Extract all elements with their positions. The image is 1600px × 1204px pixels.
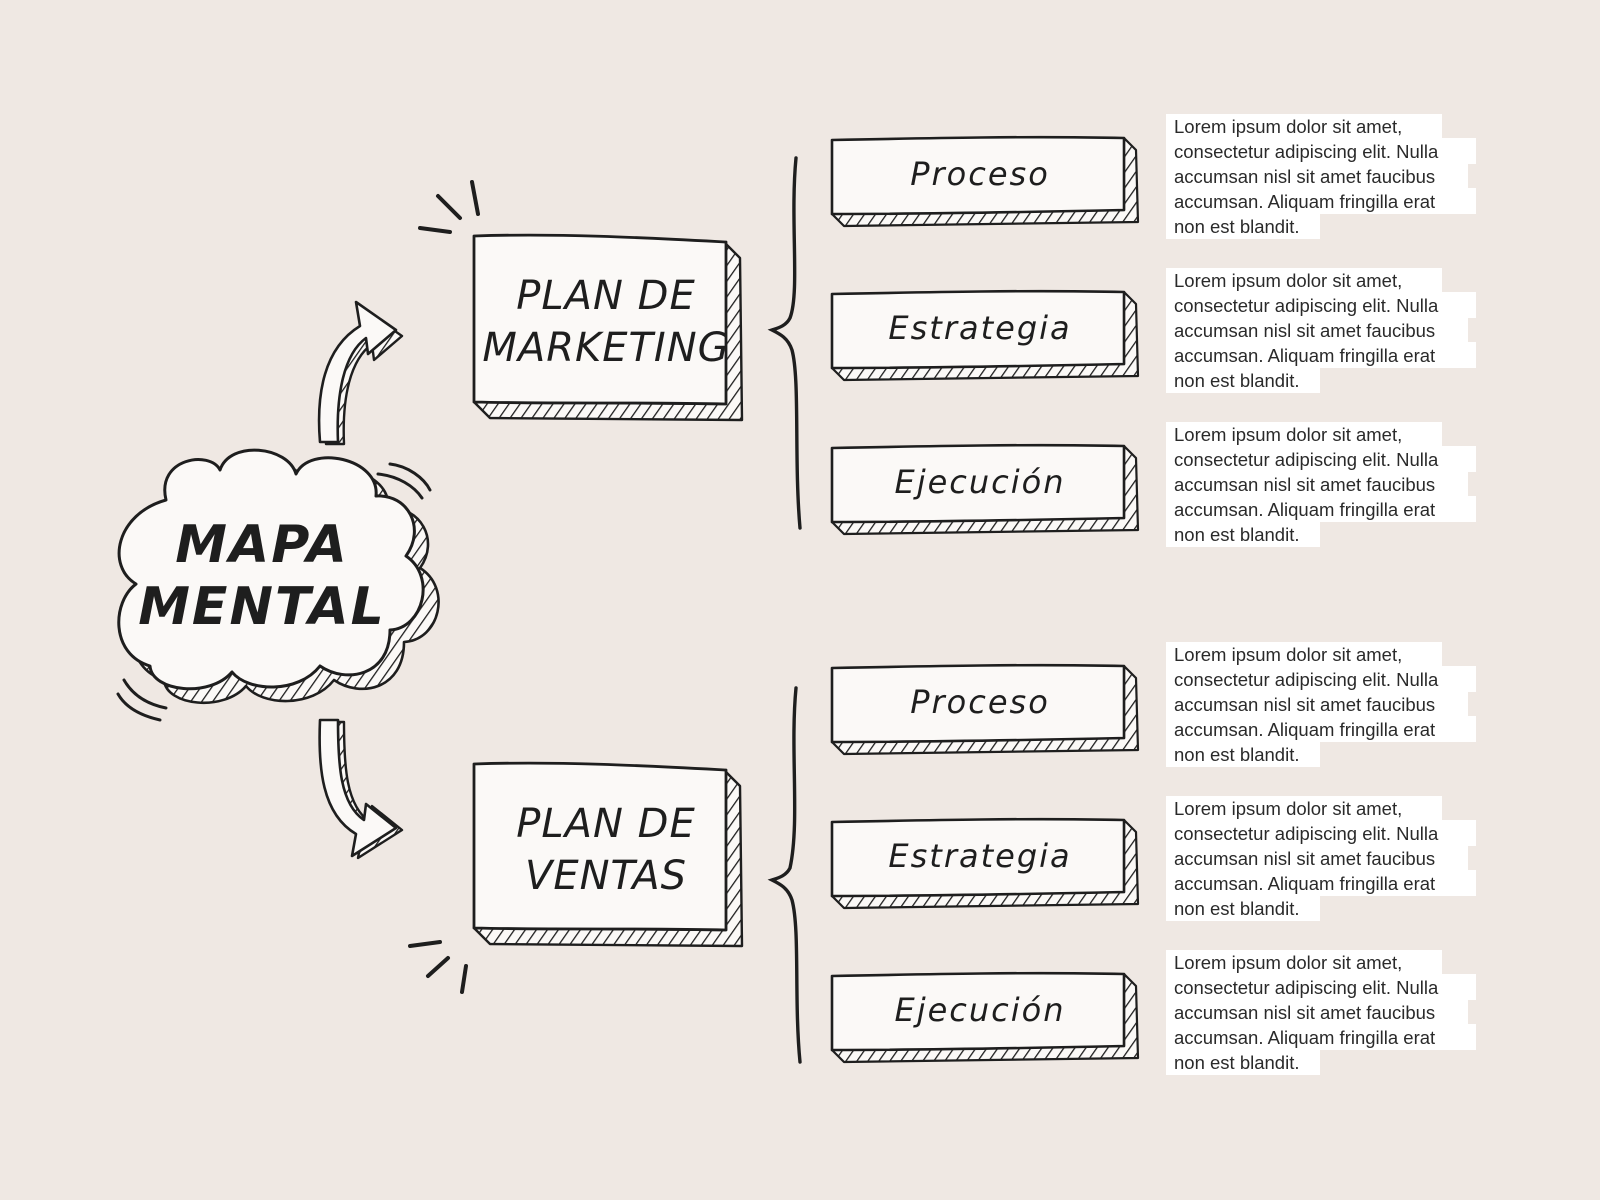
description-line: non est blandit. [1174,744,1300,765]
description-line: accumsan nisl sit amet faucibus [1174,694,1436,715]
sub-item-label: Estrategia [888,837,1072,875]
brace-ventas [772,688,800,1062]
sparkle-icon-bottom [410,942,466,992]
arrow-down-icon [320,720,402,858]
branch-ventas [474,763,742,946]
brace-marketing [772,158,800,528]
branch-marketing-title-line2: MARKETING [482,325,730,371]
central-node-line2: MENTAL [138,577,386,637]
description-line: consectetur adipiscing elit. Nulla [1174,141,1439,162]
description-line: consectetur adipiscing elit. Nulla [1174,977,1439,998]
sub-item [832,291,1138,380]
description-block [1166,796,1476,921]
description-block [1166,950,1476,1075]
sub-item-label: Estrategia [888,309,1072,347]
description-line: accumsan. Aliquam fringilla erat [1174,719,1436,740]
description-line: accumsan. Aliquam fringilla erat [1174,345,1436,366]
description-line: Lorem ipsum dolor sit amet, [1174,270,1403,291]
sub-item-label: Ejecución [894,991,1066,1029]
description-line: consectetur adipiscing elit. Nulla [1174,295,1439,316]
descriptions-layer [1166,114,1476,1075]
description-line: consectetur adipiscing elit. Nulla [1174,449,1439,470]
description-line: non est blandit. [1174,524,1300,545]
description-line: accumsan nisl sit amet faucibus [1174,474,1436,495]
branch-marketing-box [474,235,726,404]
description-line: consectetur adipiscing elit. Nulla [1174,823,1439,844]
description-line: accumsan. Aliquam fringilla erat [1174,1027,1436,1048]
description-block [1166,268,1476,393]
sub-item-label: Proceso [910,155,1050,193]
description-line: Lorem ipsum dolor sit amet, [1174,424,1403,445]
description-line: accumsan nisl sit amet faucibus [1174,848,1436,869]
central-node [118,450,439,720]
description-line: consectetur adipiscing elit. Nulla [1174,669,1439,690]
sub-item [832,819,1138,908]
description-line: Lorem ipsum dolor sit amet, [1174,644,1403,665]
description-line: non est blandit. [1174,370,1300,391]
description-line: accumsan. Aliquam fringilla erat [1174,873,1436,894]
description-block [1166,422,1476,547]
description-block [1166,114,1476,239]
description-line: Lorem ipsum dolor sit amet, [1174,952,1403,973]
description-line: accumsan. Aliquam fringilla erat [1174,499,1436,520]
description-block [1166,642,1476,767]
branch-marketing [474,235,742,420]
sub-item-label: Proceso [910,683,1050,721]
sub-item [832,665,1138,754]
description-line: accumsan nisl sit amet faucibus [1174,166,1436,187]
sub-items-layer [832,137,1138,1062]
sparkle-icon-top [420,182,478,232]
description-line: accumsan nisl sit amet faucibus [1174,320,1436,341]
description-line: non est blandit. [1174,898,1300,919]
branch-ventas-title-line2: VENTAS [524,853,688,899]
description-line: Lorem ipsum dolor sit amet, [1174,798,1403,819]
sub-item [832,137,1138,226]
central-node-line1: MAPA [175,515,349,575]
description-line: accumsan nisl sit amet faucibus [1174,1002,1436,1023]
description-line: non est blandit. [1174,1052,1300,1073]
description-line: non est blandit. [1174,216,1300,237]
sub-item [832,445,1138,534]
sub-item [832,973,1138,1062]
arrow-up-icon [319,302,402,444]
branch-marketing-title-line1: PLAN DE [516,273,696,319]
sub-item-label: Ejecución [894,463,1066,501]
description-line: Lorem ipsum dolor sit amet, [1174,116,1403,137]
description-line: accumsan. Aliquam fringilla erat [1174,191,1436,212]
branch-ventas-title-line1: PLAN DE [516,801,696,847]
